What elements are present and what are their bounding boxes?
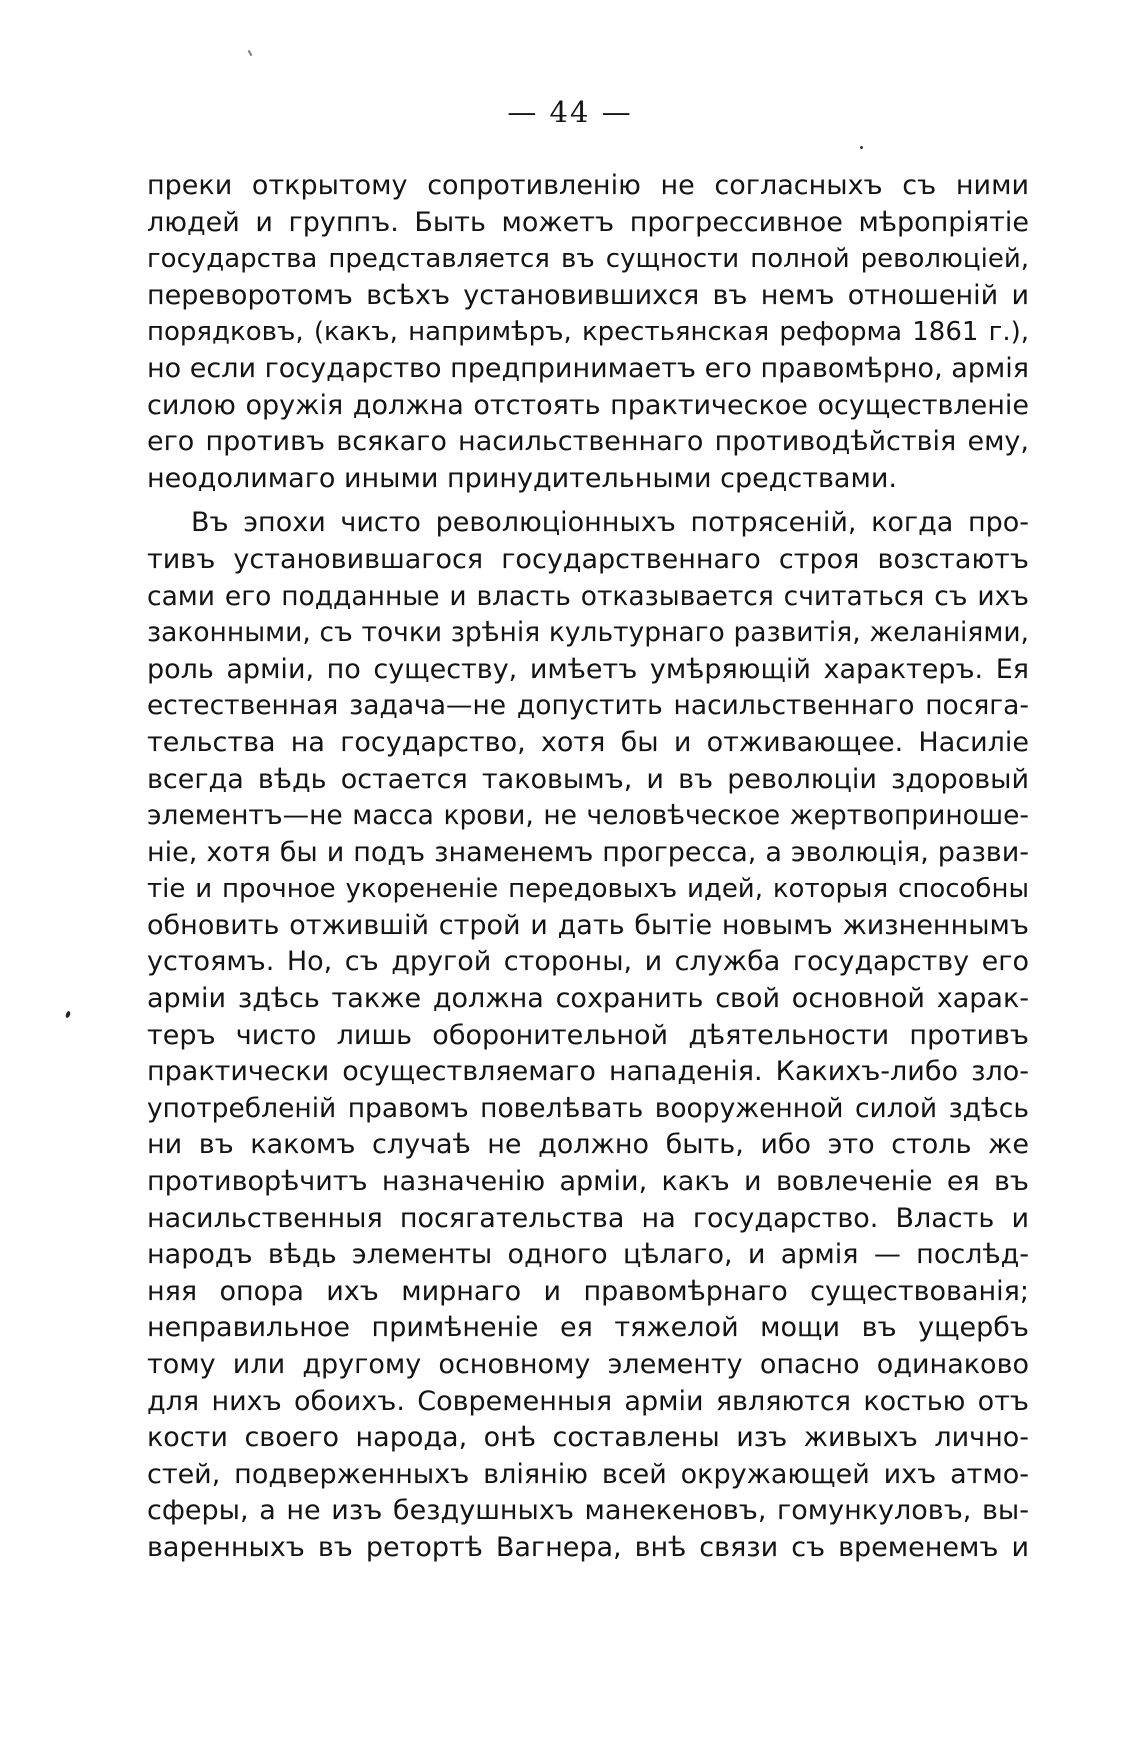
- text-line: тивъ установившагося государственнаго строя возстаютъ: [147, 543, 1029, 575]
- scan-speck: [860, 146, 863, 149]
- text-line: армiи здѣсь также должна сохранить свой основной харак-: [147, 983, 1029, 1015]
- text-line: роль армiи, по существу, имѣетъ умѣряющiй характеръ. Ея: [147, 653, 1029, 685]
- text-line: переворотомъ всѣхъ установившихся въ немъ отношенiй и: [147, 279, 1029, 311]
- text-line: практически осуществляемаго нападенiя. Какихъ-либо зло-: [147, 1056, 1029, 1088]
- text-line: тому или другому основному элементу опасно одинаково: [147, 1349, 1029, 1380]
- text-line: преки открытому сопротивленiю не согласныхъ съ ними: [147, 170, 1029, 201]
- text-line: нiе, хотя бы и подъ знаменемъ прогресса, а эволюцiя, разви-: [147, 836, 1029, 868]
- text-line: порядковъ, (какъ, напримѣръ, крестьянская реформа 1861 г.),: [147, 317, 1029, 348]
- text-line: тiе и прочное укорененiе передовыхъ идей, которыя способны: [147, 874, 1029, 905]
- text-line: няя опора ихъ мирнаго и правомѣрнаго существованiя;: [147, 1275, 1029, 1307]
- text-line: теръ чисто лишь оборонительной дѣятельности противъ: [147, 1019, 1029, 1051]
- text-line: народъ вѣдь элементы одного цѣлаго, и армiя — послѣд-: [147, 1239, 1029, 1271]
- text-line: но если государство предпринимаетъ его правомѣрно, армiя: [147, 352, 1030, 384]
- paragraph: [147, 505, 1029, 1566]
- text-line: обновить отжившiй строй и дать бытiе новымъ жизненнымъ: [147, 909, 1029, 941]
- text-line: устоямъ. Но, съ другой стороны, и служба государству его: [147, 946, 1029, 978]
- text-line: государства представляется въ сущности полной революцiей,: [147, 244, 1029, 275]
- text-line: людей и группъ. Быть можетъ прогрессивное мѣропрiятiе: [147, 206, 1029, 238]
- text-line: неправильное примѣненiе ея тяжелой мощи въ ущербъ: [147, 1312, 1029, 1344]
- text-line: Въ эпохи чисто революцiонныхъ потрясенiй, когда про-: [191, 507, 1029, 539]
- text-line: элементъ—не масса крови, не человѣческое жертвоприноше-: [147, 800, 1029, 832]
- text-line: тельства на государство, хотя бы и отживающее. Насилiе: [147, 726, 1029, 758]
- text-line: его противъ всякаго насильственнаго противодѣйствiя ему,: [147, 426, 1029, 458]
- text-line: противорѣчитъ назначенiю армiи, какъ и вовлеченiе ея въ: [147, 1166, 1029, 1198]
- scan-speck: [65, 1011, 71, 1019]
- text-line: силою оружiя должна отстоять практическое осуществленiе: [147, 389, 1029, 421]
- scan-speck: [248, 50, 253, 56]
- text-line: неодолимаго иными принудительными средствами.: [147, 462, 897, 494]
- text-line: законными, съ точки зрѣнiя культурнаго развитiя, желанiями,: [147, 617, 1029, 649]
- text-line: сферы, а не изъ бездушныхъ манекеновъ, гомункуловъ, вы-: [147, 1495, 1029, 1527]
- text-line: ни въ какомъ случаѣ не должно быть, ибо это столь же: [147, 1129, 1029, 1161]
- body-text: [147, 168, 1029, 1567]
- text-line: стей, подверженныхъ влiянiю всей окружающей ихъ атмо-: [147, 1458, 1029, 1490]
- text-line: варенныхъ въ ретортѣ Вагнера, внѣ связи съ временемъ и: [147, 1531, 1029, 1563]
- paragraph: [147, 168, 1029, 497]
- text-line: употребленiй правомъ повелѣвать вооруженной силой здѣсь: [147, 1092, 1029, 1124]
- text-line: для нихъ обоихъ. Современныя армiи являются костью отъ: [147, 1385, 1029, 1417]
- page-number: — 44 —: [507, 95, 633, 129]
- text-line: всегда вѣдь остается таковымъ, и въ революцiи здоровый: [147, 763, 1029, 795]
- text-line: кости своего народа, онѣ составлены изъ живыхъ лично-: [147, 1422, 1029, 1454]
- text-line: естественная задача—не допустить насильственнаго посяга-: [147, 690, 1029, 722]
- text-line: насильственныя посягательства на государство. Власть и: [147, 1202, 1029, 1234]
- text-line: сами его подданные и власть отказывается считаться съ ихъ: [147, 580, 1029, 612]
